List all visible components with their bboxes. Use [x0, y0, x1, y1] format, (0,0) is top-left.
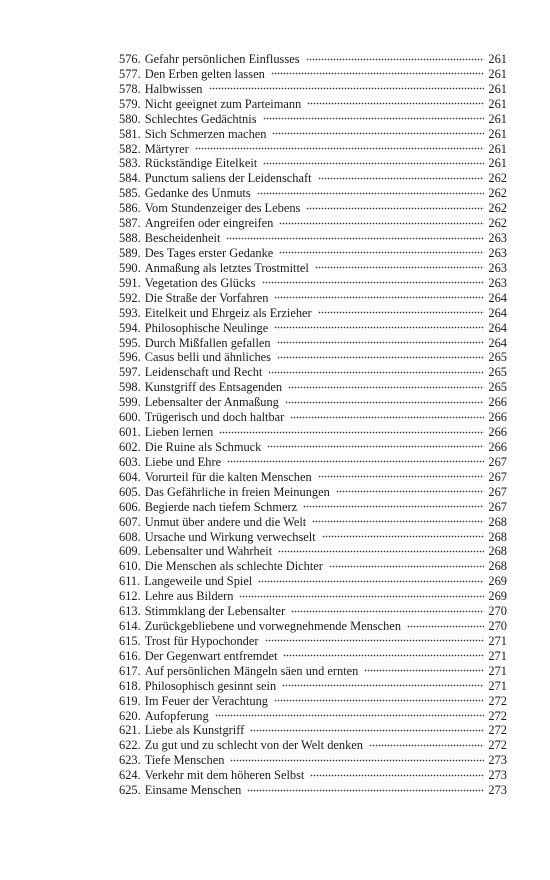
- toc-entry: [119, 530, 507, 545]
- dot-leader: [274, 699, 484, 703]
- toc-entry-number: 577.: [119, 66, 141, 81]
- toc-entry-title: Ursache und Wirkung verwechselt: [144, 529, 316, 544]
- toc-entry: [119, 470, 507, 485]
- toc-entry: [119, 127, 507, 142]
- toc-entry: [119, 574, 507, 589]
- dot-leader: [258, 579, 484, 583]
- toc-entry: [119, 216, 507, 231]
- toc-entry-title: Punctum saliens der Leidenschaft: [144, 171, 312, 186]
- toc-entry-number: 594.: [119, 320, 141, 335]
- toc-entry-number: 625.: [119, 783, 141, 798]
- toc-entry-page-number: 272: [488, 738, 507, 753]
- toc-entry: [119, 276, 507, 291]
- toc-entry: [119, 515, 507, 530]
- table-of-contents: [119, 52, 507, 798]
- dot-leader: [307, 102, 484, 106]
- toc-entry: [119, 425, 507, 440]
- dot-leader: [291, 609, 484, 613]
- dot-leader: [239, 594, 484, 598]
- toc-entry-title: Schlechtes Gedächtnis: [144, 111, 257, 126]
- toc-entry-page-number: 261: [488, 96, 507, 111]
- toc-entry-page-number: 268: [488, 514, 507, 529]
- toc-entry-number: 601.: [119, 425, 141, 440]
- toc-entry-page-number: 265: [488, 365, 507, 380]
- toc-entry: [119, 306, 507, 321]
- toc-entry-title: Gedanke des Unmuts: [144, 186, 251, 201]
- toc-entry-page-number: 263: [488, 231, 507, 246]
- toc-entry: [119, 723, 507, 738]
- toc-entry-title: Zu gut und zu schlecht von der Welt denken: [144, 738, 363, 753]
- toc-entry-number: 597.: [119, 365, 141, 380]
- toc-entry-title: Unmut über andere und die Welt: [144, 514, 307, 529]
- toc-entry-page-number: 271: [488, 678, 507, 693]
- dot-leader: [250, 728, 484, 732]
- toc-entry-title: Nicht geeignet zum Parteimann: [144, 96, 302, 111]
- dot-leader: [303, 505, 484, 509]
- dot-leader: [227, 460, 484, 464]
- toc-entry-title: Vom Stundenzeiger des Lebens: [144, 201, 301, 216]
- toc-entry-title: Vorurteil für die kalten Menschen: [144, 469, 312, 484]
- toc-entry-title: Die Ruine als Schmuck: [144, 439, 262, 454]
- toc-entry: [119, 186, 507, 201]
- toc-entry-number: 607.: [119, 514, 141, 529]
- toc-entry-number: 605.: [119, 484, 141, 499]
- toc-entry-page-number: 267: [488, 499, 507, 514]
- toc-entry-number: 589.: [119, 245, 141, 260]
- toc-entry-page-number: 268: [488, 559, 507, 574]
- toc-entry-page-number: 273: [488, 783, 507, 798]
- toc-entry-title: Vegetation des Glücks: [144, 275, 256, 290]
- toc-entry-title: Durch Mißfallen gefallen: [144, 335, 271, 350]
- toc-entry-title: Der Gegenwart entfremdet: [144, 648, 278, 663]
- toc-entry-number: 614.: [119, 619, 141, 634]
- toc-entry-page-number: 263: [488, 275, 507, 290]
- toc-entry-number: 617.: [119, 663, 141, 678]
- toc-entry: [119, 291, 507, 306]
- dot-leader: [247, 788, 484, 792]
- toc-entry-title: Philosophisch gesinnt sein: [144, 678, 277, 693]
- toc-entry: [119, 649, 507, 664]
- toc-entry: [119, 201, 507, 216]
- dot-leader: [306, 57, 485, 61]
- dot-leader: [195, 147, 485, 151]
- dot-leader: [282, 684, 484, 688]
- toc-entry-title: Einsame Menschen: [144, 783, 242, 798]
- toc-entry-title: Gefahr persönlichen Einflusses: [144, 52, 300, 66]
- toc-entry-page-number: 261: [488, 141, 507, 156]
- toc-entry-page-number: 267: [488, 469, 507, 484]
- toc-entry-number: 578.: [119, 81, 141, 96]
- toc-entry-title: Märtyrer: [144, 141, 189, 156]
- toc-entry: [119, 410, 507, 425]
- dot-leader: [279, 251, 484, 255]
- toc-entry-number: 611.: [119, 574, 141, 589]
- dot-leader: [209, 87, 485, 91]
- toc-entry-title: Den Erben gelten lassen: [144, 66, 265, 81]
- toc-entry: [119, 768, 507, 783]
- toc-entry-number: 616.: [119, 648, 141, 663]
- toc-entry-page-number: 261: [488, 111, 507, 126]
- dot-leader: [336, 490, 485, 494]
- toc-entry-title: Trost für Hypochonder: [144, 633, 259, 648]
- toc-entry: [119, 82, 507, 97]
- toc-entry: [119, 246, 507, 261]
- toc-entry-number: 590.: [119, 260, 141, 275]
- dot-leader: [257, 191, 485, 195]
- toc-entry-number: 603.: [119, 454, 141, 469]
- toc-entry-page-number: 263: [488, 260, 507, 275]
- dot-leader: [329, 564, 485, 568]
- dot-leader: [318, 311, 485, 315]
- toc-entry-page-number: 261: [488, 52, 507, 66]
- toc-entry: [119, 783, 507, 798]
- toc-entry-page-number: 265: [488, 380, 507, 395]
- toc-entry-number: 620.: [119, 708, 141, 723]
- toc-entry-page-number: 271: [488, 633, 507, 648]
- toc-entry-title: Zurückgebliebene und vorwegnehmende Menschen: [144, 619, 402, 634]
- toc-entry-number: 608.: [119, 529, 141, 544]
- dot-leader: [407, 624, 484, 628]
- toc-entry: [119, 97, 507, 112]
- toc-entry-number: 619.: [119, 693, 141, 708]
- dot-leader: [215, 714, 485, 718]
- toc-entry-title: Des Tages erster Gedanke: [144, 245, 274, 260]
- toc-entry-page-number: 264: [488, 290, 507, 305]
- toc-entry-title: Langeweile und Spiel: [144, 574, 253, 589]
- toc-entry-title: Philosophische Neulinge: [144, 320, 269, 335]
- toc-entry: [119, 500, 507, 515]
- toc-entry-title: Halbwissen: [144, 81, 203, 96]
- dot-leader: [310, 773, 484, 777]
- dot-leader: [312, 520, 484, 524]
- toc-entry: [119, 679, 507, 694]
- toc-entry-number: 615.: [119, 633, 141, 648]
- toc-entry-title: Im Feuer der Verachtung: [144, 693, 268, 708]
- toc-entry-page-number: 262: [488, 216, 507, 231]
- toc-entry-page-number: 267: [488, 484, 507, 499]
- toc-entry-title: Eitelkeit und Ehrgeiz als Erzieher: [144, 305, 312, 320]
- toc-entry-number: 586.: [119, 201, 141, 216]
- dot-leader: [230, 758, 484, 762]
- toc-entry-title: Die Straße der Vorfahren: [144, 290, 269, 305]
- dot-leader: [277, 355, 484, 359]
- toc-entry-number: 591.: [119, 275, 141, 290]
- toc-entry-page-number: 272: [488, 723, 507, 738]
- toc-entry-title: Anmaßung als letztes Trostmittel: [144, 260, 309, 275]
- toc-entry-number: 596.: [119, 350, 141, 365]
- toc-entry: [119, 709, 507, 724]
- toc-entry: [119, 634, 507, 649]
- toc-entry-title: Lieben lernen: [144, 425, 214, 440]
- toc-entry-number: 583.: [119, 156, 141, 171]
- toc-entry-number: 609.: [119, 544, 141, 559]
- dot-leader: [263, 117, 485, 121]
- toc-entry-number: 593.: [119, 305, 141, 320]
- dot-leader: [265, 639, 485, 643]
- toc-entry-number: 610.: [119, 559, 141, 574]
- toc-entry-number: 598.: [119, 380, 141, 395]
- toc-entry-title: Stimmklang der Lebensalter: [144, 604, 286, 619]
- toc-entry-page-number: 272: [488, 693, 507, 708]
- toc-entry: [119, 380, 507, 395]
- toc-entry-page-number: 267: [488, 454, 507, 469]
- toc-entry-page-number: 264: [488, 335, 507, 350]
- toc-entry-page-number: 261: [488, 81, 507, 96]
- toc-entry: [119, 604, 507, 619]
- toc-entry-number: 580.: [119, 111, 141, 126]
- toc-entry-title: Casus belli und ähnliches: [144, 350, 271, 365]
- toc-entry-title: Leidenschaft und Recht: [144, 365, 263, 380]
- toc-entry-number: 621.: [119, 723, 141, 738]
- toc-entry-page-number: 271: [488, 648, 507, 663]
- toc-entry-page-number: 271: [488, 663, 507, 678]
- toc-entry-page-number: 268: [488, 529, 507, 544]
- toc-entry-page-number: 263: [488, 245, 507, 260]
- toc-entry-number: 618.: [119, 678, 141, 693]
- toc-entry-title: Liebe als Kunstgriff: [144, 723, 245, 738]
- dot-leader: [279, 221, 484, 225]
- toc-entry-page-number: 261: [488, 156, 507, 171]
- toc-entry-number: 576.: [119, 52, 141, 66]
- toc-entry: [119, 753, 507, 768]
- toc-entry-page-number: 270: [488, 604, 507, 619]
- toc-entry-number: 606.: [119, 499, 141, 514]
- toc-entry: [119, 485, 507, 500]
- toc-entry: [119, 261, 507, 276]
- toc-entry: [119, 440, 507, 455]
- dot-leader: [263, 161, 484, 165]
- dot-leader: [271, 72, 485, 76]
- dot-leader: [277, 341, 485, 345]
- toc-entry-page-number: 273: [488, 768, 507, 783]
- dot-leader: [288, 385, 484, 389]
- dot-leader: [315, 266, 485, 270]
- dot-leader: [318, 176, 485, 180]
- dot-leader: [290, 415, 484, 419]
- toc-entry-page-number: 273: [488, 753, 507, 768]
- toc-entry-title: Kunstgriff des Entsagenden: [144, 380, 283, 395]
- dot-leader: [322, 535, 485, 539]
- dot-leader: [268, 370, 484, 374]
- toc-entry-title: Verkehr mit dem höheren Selbst: [144, 768, 305, 783]
- toc-entry-number: 595.: [119, 335, 141, 350]
- toc-entry-number: 584.: [119, 171, 141, 186]
- toc-entry-page-number: 269: [488, 589, 507, 604]
- toc-entry: [119, 52, 507, 67]
- toc-entry-title: Lehre aus Bildern: [144, 589, 234, 604]
- toc-entry: [119, 67, 507, 82]
- dot-leader: [283, 654, 484, 658]
- toc-entry-page-number: 266: [488, 425, 507, 440]
- toc-entry-title: Trügerisch und doch haltbar: [144, 410, 285, 425]
- toc-entry-title: Tiefe Menschen: [144, 753, 225, 768]
- toc-entry-title: Lebensalter und Wahrheit: [144, 544, 273, 559]
- dot-leader: [272, 132, 484, 136]
- toc-entry-title: Sich Schmerzen machen: [144, 126, 267, 141]
- toc-entry-number: 613.: [119, 604, 141, 619]
- toc-entry-page-number: 265: [488, 350, 507, 365]
- toc-entry-number: 581.: [119, 126, 141, 141]
- dot-leader: [274, 296, 484, 300]
- dot-leader: [267, 445, 484, 449]
- toc-entry: [119, 559, 507, 574]
- toc-entry-page-number: 264: [488, 320, 507, 335]
- toc-entry-page-number: 264: [488, 305, 507, 320]
- dot-leader: [226, 236, 484, 240]
- toc-entry-number: 592.: [119, 290, 141, 305]
- toc-entry-title: Angreifen oder eingreifen: [144, 216, 274, 231]
- toc-entry-title: Begierde nach tiefem Schmerz: [144, 499, 298, 514]
- dot-leader: [364, 669, 484, 673]
- toc-entry: [119, 171, 507, 186]
- toc-entry-number: 582.: [119, 141, 141, 156]
- toc-entry-number: 623.: [119, 753, 141, 768]
- toc-entry-title: Aufopferung: [144, 708, 209, 723]
- dot-leader: [274, 326, 484, 330]
- toc-entry-number: 604.: [119, 469, 141, 484]
- toc-entry: [119, 589, 507, 604]
- toc-entry-page-number: 262: [488, 201, 507, 216]
- toc-entry-page-number: 270: [488, 619, 507, 634]
- toc-entry-number: 599.: [119, 395, 141, 410]
- toc-entry-page-number: 266: [488, 410, 507, 425]
- toc-entry-page-number: 262: [488, 186, 507, 201]
- dot-leader: [285, 400, 485, 404]
- toc-entry-title: Rückständige Eitelkeit: [144, 156, 258, 171]
- dot-leader: [262, 281, 485, 285]
- toc-entry: [119, 350, 507, 365]
- toc-entry: [119, 619, 507, 634]
- toc-entry-number: 600.: [119, 410, 141, 425]
- toc-entry-title: Lebensalter der Anmaßung: [144, 395, 279, 410]
- toc-entry: [119, 231, 507, 246]
- toc-entry: [119, 455, 507, 470]
- toc-entry-page-number: 266: [488, 395, 507, 410]
- dot-leader: [306, 206, 484, 210]
- toc-entry-title: Das Gefährliche in freien Meinungen: [144, 484, 330, 499]
- toc-entry-title: Auf persönlichen Mängeln säen und ernten: [144, 663, 359, 678]
- toc-entry-page-number: 268: [488, 544, 507, 559]
- toc-entry-page-number: 272: [488, 708, 507, 723]
- toc-entry: [119, 365, 507, 380]
- toc-entry-number: 624.: [119, 768, 141, 783]
- toc-entry: [119, 156, 507, 171]
- toc-entry-page-number: 269: [488, 574, 507, 589]
- toc-entry-number: 588.: [119, 231, 141, 246]
- toc-entry: [119, 112, 507, 127]
- toc-entry-number: 612.: [119, 589, 141, 604]
- toc-entry: [119, 544, 507, 559]
- toc-entry: [119, 395, 507, 410]
- dot-leader: [369, 743, 484, 747]
- toc-entry: [119, 694, 507, 709]
- toc-entry-number: 602.: [119, 439, 141, 454]
- toc-entry-number: 579.: [119, 96, 141, 111]
- dot-leader: [318, 475, 485, 479]
- toc-entry-number: 622.: [119, 738, 141, 753]
- toc-entry-title: Liebe und Ehre: [144, 454, 222, 469]
- dot-leader: [219, 430, 484, 434]
- toc-entry: [119, 664, 507, 679]
- toc-entry-number: 585.: [119, 186, 141, 201]
- toc-entry: [119, 142, 507, 157]
- toc-entry: [119, 321, 507, 336]
- toc-entry: [119, 738, 507, 753]
- toc-entry: [119, 336, 507, 351]
- toc-entry-page-number: 261: [488, 66, 507, 81]
- toc-entry-page-number: 261: [488, 126, 507, 141]
- toc-entry-page-number: 262: [488, 171, 507, 186]
- toc-entry-page-number: 266: [488, 439, 507, 454]
- toc-entry-title: Die Menschen als schlechte Dichter: [144, 559, 323, 574]
- dot-leader: [278, 549, 484, 553]
- toc-entry-title: Bescheidenheit: [144, 231, 221, 246]
- toc-entry-number: 587.: [119, 216, 141, 231]
